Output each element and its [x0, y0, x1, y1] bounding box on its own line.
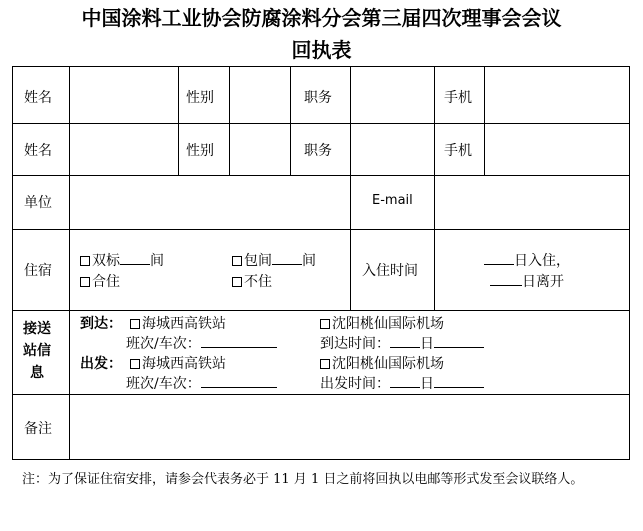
checkin-day[interactable]: 日入住，: [484, 250, 570, 270]
phone-input-1[interactable]: [485, 67, 630, 124]
depart-station-haicheng[interactable]: 海城西高铁站: [130, 353, 226, 373]
email-label: E-mail: [372, 193, 413, 208]
name-label-1: 姓名: [24, 90, 52, 106]
option-double-room[interactable]: 双标 间: [80, 250, 164, 270]
arrive-train-field[interactable]: 班次/车次：: [126, 333, 277, 353]
arrive-label: 到达：: [80, 316, 122, 332]
unit-label: 单位: [24, 195, 52, 211]
checkbox-arrive-haicheng[interactable]: [130, 319, 140, 329]
position-label-1: 职务: [304, 90, 332, 106]
depart-time-field[interactable]: 出发时间： 日: [320, 373, 484, 393]
checkin-time-label: 入住时间: [362, 263, 418, 279]
phone-label-2: 手机: [444, 143, 472, 159]
remarks-label: 备注: [24, 421, 52, 437]
option-share-room[interactable]: 合住: [80, 271, 120, 291]
checkbox-depart-haicheng[interactable]: [130, 359, 140, 369]
position-input-2[interactable]: [351, 124, 435, 176]
checkbox-none[interactable]: [232, 277, 242, 287]
position-input-1[interactable]: [351, 67, 435, 124]
gender-input-2[interactable]: [230, 124, 291, 176]
gender-input-1[interactable]: [230, 67, 291, 124]
form-subtitle: 回执表: [291, 38, 352, 62]
lodging-label: 住宿: [24, 263, 52, 279]
phone-input-2[interactable]: [485, 124, 630, 176]
arrive-time-field[interactable]: 到达时间： 日: [320, 333, 484, 353]
unit-input[interactable]: [70, 176, 351, 230]
gender-label-2: 性别: [186, 143, 214, 159]
option-private-room[interactable]: 包间 间: [232, 250, 316, 270]
checkbox-share[interactable]: [80, 277, 90, 287]
depart-station-shenyang[interactable]: 沈阳桃仙国际机场: [320, 353, 444, 373]
footnote: 注：为了保证住宿安排，请参会代表务必于 11 月 1 日之前将回执以电邮等形式发至会议联络人。: [22, 472, 584, 487]
option-no-lodging[interactable]: 不住: [232, 271, 272, 291]
form-title: 中国涂料工业协会防腐涂料分会第三届四次理事会会议: [81, 6, 562, 30]
email-input[interactable]: [435, 176, 630, 230]
name-input-2[interactable]: [70, 124, 179, 176]
transfer-label: 接送 站信 息: [23, 321, 51, 381]
checkbox-depart-shenyang[interactable]: [320, 359, 330, 369]
arrive-station-haicheng[interactable]: 海城西高铁站: [130, 313, 226, 333]
gender-label-1: 性别: [186, 90, 214, 106]
checkbox-private[interactable]: [232, 256, 242, 266]
phone-label-1: 手机: [444, 90, 472, 106]
depart-label: 出发：: [80, 356, 122, 372]
name-label-2: 姓名: [24, 143, 52, 159]
checkbox-double[interactable]: [80, 256, 90, 266]
depart-train-field[interactable]: 班次/车次：: [126, 373, 277, 393]
arrive-station-shenyang[interactable]: 沈阳桃仙国际机场: [320, 313, 444, 333]
name-input-1[interactable]: [70, 67, 179, 124]
remarks-input[interactable]: [70, 395, 630, 460]
position-label-2: 职务: [304, 143, 332, 159]
checkout-day[interactable]: 日离开: [490, 271, 564, 291]
checkbox-arrive-shenyang[interactable]: [320, 319, 330, 329]
